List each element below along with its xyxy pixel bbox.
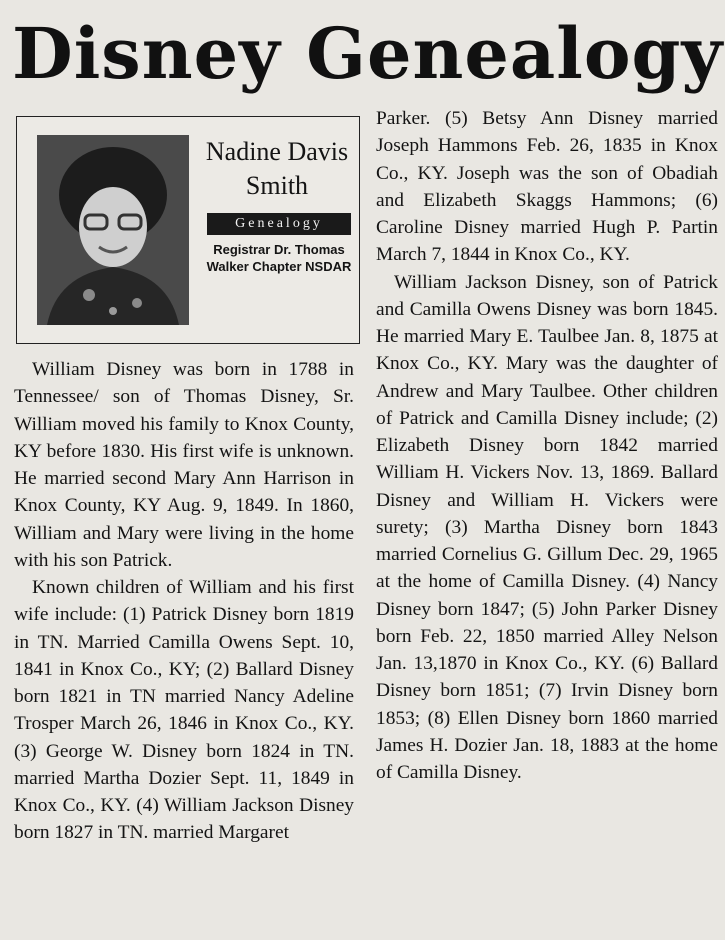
author-affiliation: Registrar Dr. Thomas Walker Chapter NSDAR [206,242,352,274]
headline: Disney Genealogy [12,12,724,95]
article-paragraph: Known children of William and his first wife include: (1) Patrick Disney born 1819 in TN. Married Camilla Owens Sept. 10, 1841 in Knox Co., KY; (2) Ballard Disney born 1821 in TN married Nancy Adeline Trosper March 26, 1846 in Knox Co., KY. (3) George W. Disney born 1824 in TN. married Martha Dozier Sept. 11, 1849 in Knox Co., KY. (4) William Jackson Disney born 1827 in TN. married Margaret [14,577,354,844]
article-column-right [376,105,718,786]
article-column-left [14,356,354,847]
byline-box [16,116,360,344]
column-kicker: Genealogy [207,213,351,235]
author-photo [37,135,189,325]
article-paragraph: Parker. (5) Betsy Ann Disney married Joseph Hammons Feb. 26, 1835 in Knox Co., KY. Joseph was the son of Obadiah and Elizabeth Skaggs Hammons; (6) Caroline Disney married Hugh P. Partin March 7, 1844 in Knox Co., KY. [376,108,718,266]
article-paragraph: William Jackson Disney, son of Patrick and Camilla Owens Disney was born 1845. He married Mary E. Taulbee Jan. 8, 1875 at Knox Co., KY. Mary was the daughter of Andrew and Mary Taulbee. Other children of Patrick and Camilla Disney include; (2) Elizabeth Disney born 1842 married William H. Vickers Nov. 13, 1869. Ballard Disney and William H. Vickers were surety; (3) Martha Disney born 1843 married Cornelius G. Gillum Dec. 29, 1965 at the home of Camilla Disney. (4) Nancy Disney born 1847; (5) John Parker Disney born Feb. 22, 1850 married Alley Nelson Jan. 13,1870 in Knox Co., KY. (6) Ballard Disney born 1851; (7) Irvin Disney born 1853; (8) Ellen Disney born 1860 married James H. Dozier Jan. 18, 1883 at the home of Camilla Disney. [376,271,718,783]
article-paragraph: William Disney was born in 1788 in Tennessee/ son of Thomas Disney, Sr. William moved his family to Knox County, KY before 1830. His first wife is unknown. He married second Mary Ann Harrison in Knox County, KY Aug. 9, 1849. In 1860, William and Mary were living in the home with his son Patrick. [14,359,354,571]
author-name: Nadine Davis Smith [205,137,349,200]
